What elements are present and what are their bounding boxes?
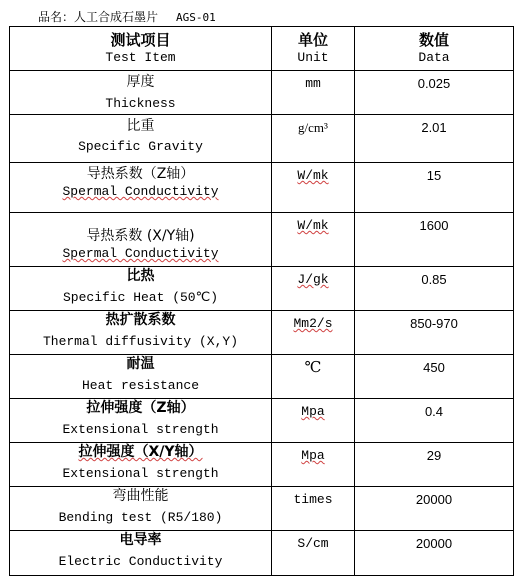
unit-value xyxy=(272,399,354,421)
table-row xyxy=(10,487,514,531)
data-cell xyxy=(355,163,514,213)
table-row xyxy=(10,443,514,487)
item-en: Heat resistance xyxy=(81,378,200,393)
unit-cell xyxy=(272,531,355,576)
data-value: 0.4 xyxy=(424,404,444,419)
item-en-text: Spermal Conductivity xyxy=(62,246,219,261)
item-zh: 电导率 xyxy=(119,532,162,548)
item-zh: 拉伸强度（Z轴） xyxy=(86,400,195,416)
table-row xyxy=(10,71,514,115)
item-zh: 热扩散系数 xyxy=(105,312,176,328)
unit-value-text: J/gk xyxy=(297,272,329,287)
header-data-cell xyxy=(355,27,514,71)
item-en xyxy=(10,245,271,263)
item-en-text: Spermal Conductivity xyxy=(62,184,219,199)
unit-value: g/cm³ xyxy=(298,120,328,135)
item-en: Thickness xyxy=(105,96,176,111)
unit-cell xyxy=(272,71,355,115)
data-cell xyxy=(355,213,514,267)
item-cell xyxy=(10,213,272,267)
data-value: 20000 xyxy=(415,492,453,507)
data-cell xyxy=(355,115,514,163)
unit-value xyxy=(272,311,354,333)
header-data-zh: 数值 xyxy=(418,31,449,49)
unit-cell xyxy=(272,163,355,213)
unit-value-text: W/mk xyxy=(297,168,329,183)
item-zh: 导热系数 (X/Y轴) xyxy=(86,228,195,244)
unit-cell xyxy=(272,355,355,399)
data-value: 1600 xyxy=(419,218,449,233)
unit-value xyxy=(272,267,354,289)
data-value: 0.025 xyxy=(417,76,451,91)
data-cell xyxy=(355,487,514,531)
table-row xyxy=(10,311,514,355)
item-cell xyxy=(10,531,272,576)
data-cell xyxy=(355,443,514,487)
item-zh: 厚度 xyxy=(126,74,155,90)
unit-cell xyxy=(272,399,355,443)
item-cell xyxy=(10,399,272,443)
item-en xyxy=(10,183,271,201)
table-row xyxy=(10,115,514,163)
header-unit-cell xyxy=(272,27,355,71)
data-value: 0.85 xyxy=(421,272,447,287)
unit-value xyxy=(272,213,354,235)
data-cell xyxy=(355,267,514,311)
data-value: 15 xyxy=(426,168,442,183)
unit-value-text: Mpa xyxy=(301,448,325,463)
item-cell xyxy=(10,163,272,213)
table-row xyxy=(10,213,514,267)
header-item-en: Test Item xyxy=(105,50,176,65)
header-data-en: Data xyxy=(418,50,450,65)
item-zh: 导热系数（Z轴） xyxy=(86,166,195,182)
data-value: 850-970 xyxy=(410,316,458,331)
data-cell xyxy=(355,311,514,355)
data-cell xyxy=(355,71,514,115)
unit-value: times xyxy=(293,492,333,507)
data-cell xyxy=(355,399,514,443)
header-item-cell xyxy=(10,27,272,71)
item-zh: 比重 xyxy=(126,118,155,134)
product-caption xyxy=(38,8,216,25)
item-en: Specific Gravity xyxy=(78,139,203,154)
table-row xyxy=(10,399,514,443)
table-row xyxy=(10,531,514,576)
product-code: AGS-01 xyxy=(176,11,216,24)
item-en: Bending test (R5/180) xyxy=(58,510,223,525)
data-value: 20000 xyxy=(415,536,453,551)
unit-value xyxy=(272,443,354,465)
item-zh: 弯曲性能 xyxy=(112,488,169,504)
unit-value-text: Mpa xyxy=(301,404,325,419)
unit-cell xyxy=(272,443,355,487)
data-value: 29 xyxy=(426,448,442,463)
item-cell xyxy=(10,311,272,355)
unit-value: S/cm xyxy=(297,536,329,551)
item-zh-text: 拉伸强度（X/Y轴） xyxy=(78,444,203,460)
table-row xyxy=(10,355,514,399)
unit-value: mm xyxy=(305,76,321,91)
unit-cell xyxy=(272,487,355,531)
product-name: 品名：人工合成石墨片 xyxy=(38,10,159,24)
data-value: 2.01 xyxy=(421,120,447,135)
data-cell xyxy=(355,531,514,576)
unit-cell xyxy=(272,311,355,355)
unit-cell xyxy=(272,213,355,267)
item-cell xyxy=(10,71,272,115)
header-unit-en: Unit xyxy=(297,50,329,65)
item-en: Specific Heat (50℃) xyxy=(62,290,219,305)
unit-cell xyxy=(272,115,355,163)
item-cell xyxy=(10,115,272,163)
item-cell xyxy=(10,443,272,487)
table-row xyxy=(10,267,514,311)
spec-table xyxy=(9,26,514,576)
header-item-zh: 测试项目 xyxy=(110,31,171,49)
header-unit-zh: 单位 xyxy=(297,31,328,49)
unit-value xyxy=(272,163,354,185)
item-cell xyxy=(10,267,272,311)
item-zh xyxy=(10,443,271,461)
unit-value-text: W/mk xyxy=(297,218,329,233)
item-cell xyxy=(10,487,272,531)
item-en: Electric Conductivity xyxy=(58,554,223,569)
item-en: Extensional strength xyxy=(62,466,219,481)
data-value: 450 xyxy=(423,360,445,375)
table-row xyxy=(10,163,514,213)
item-zh: 比热 xyxy=(126,268,155,284)
unit-value-text: Mm2/s xyxy=(293,316,333,331)
table-header-row xyxy=(10,27,514,71)
data-cell xyxy=(355,355,514,399)
unit-value: ℃ xyxy=(304,360,322,376)
item-en: Thermal diffusivity (X,Y) xyxy=(42,334,239,349)
unit-cell xyxy=(272,267,355,311)
item-en: Extensional strength xyxy=(62,422,219,437)
item-cell xyxy=(10,355,272,399)
item-zh: 耐温 xyxy=(126,356,155,372)
